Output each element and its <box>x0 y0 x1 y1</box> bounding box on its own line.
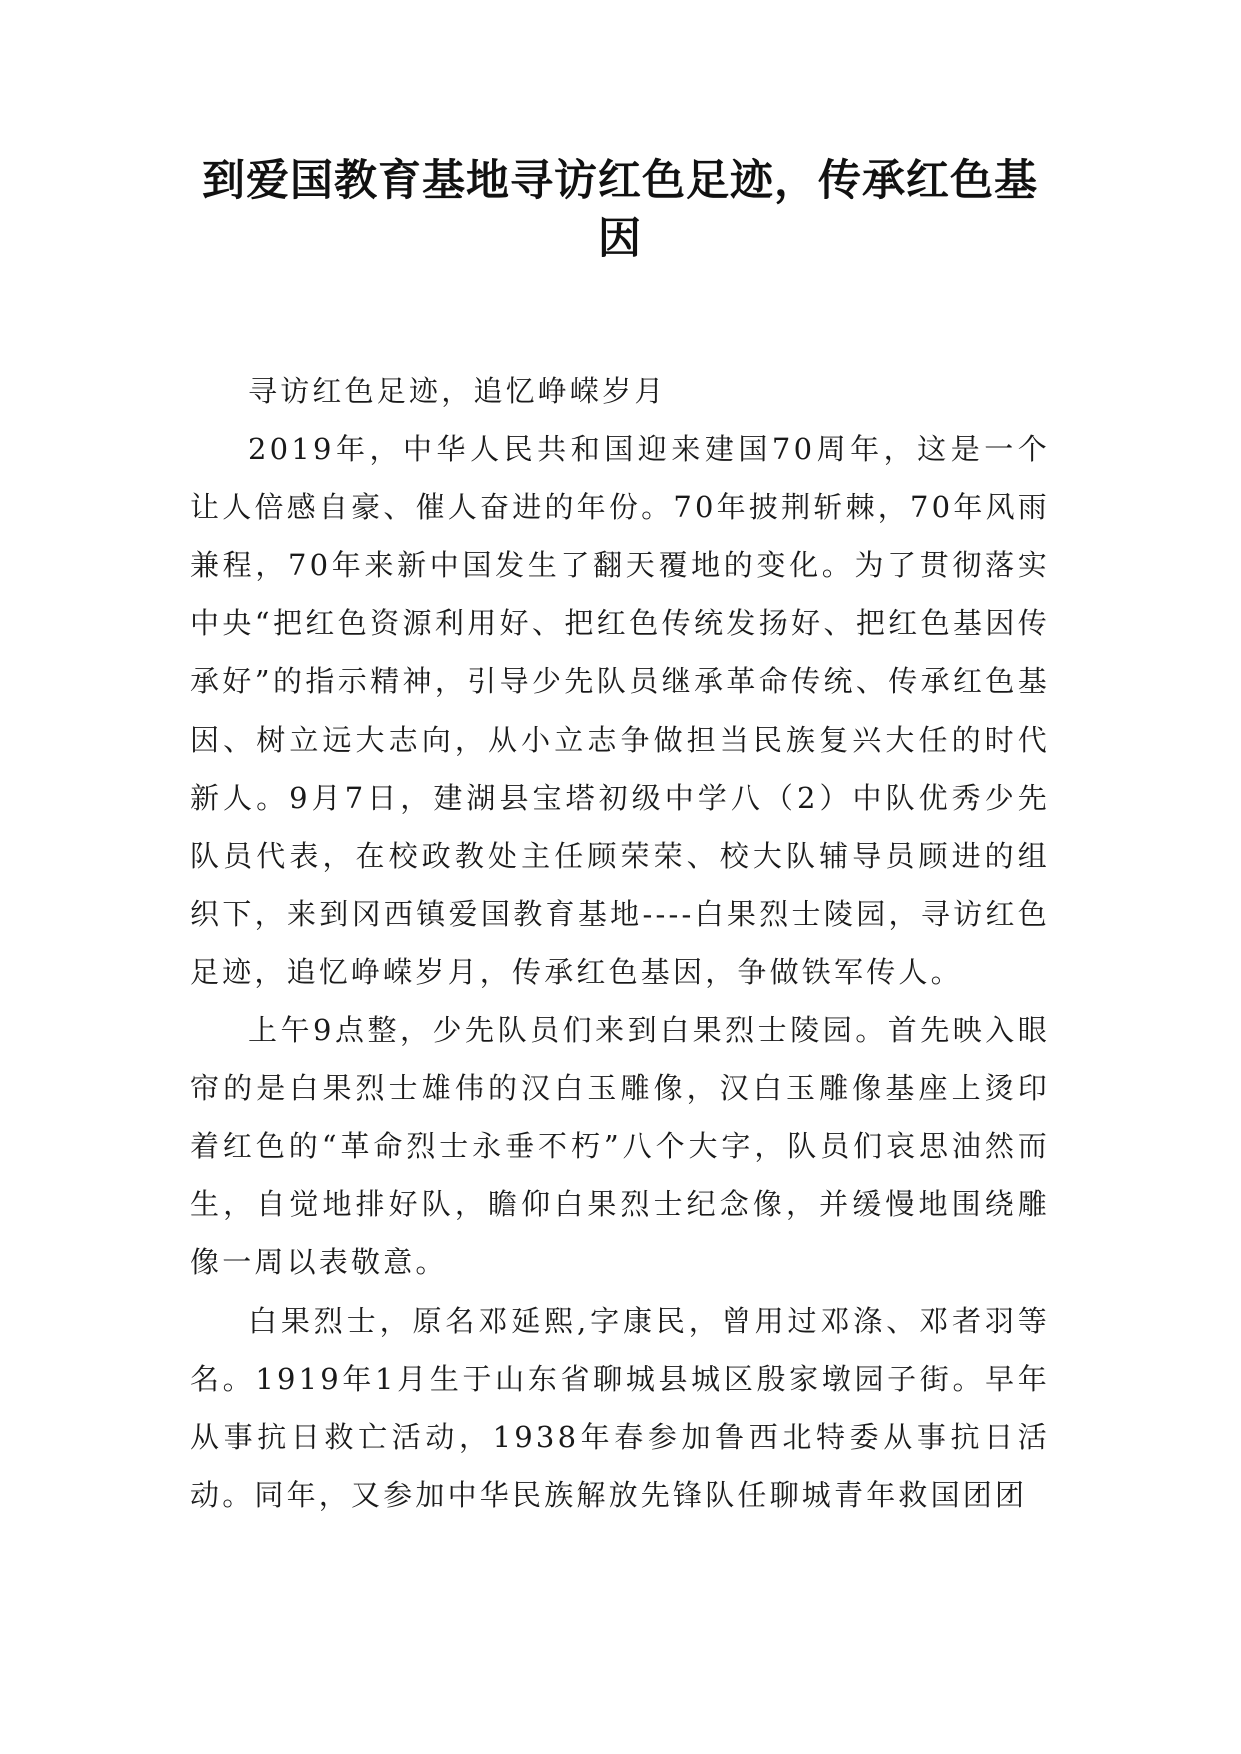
paragraph: 白果烈士，原名邓延熙,字康民，曾用过邓涤、邓者羽等名。1919年1月生于山东省聊城县城区殷家墩园子街。早年从事抗日救亡活动，1938年春参加鲁西北特委从事抗日活动。同年，又参加中华民族解放先锋队任聊城青年救国团团 <box>190 1303 1050 1512</box>
paragraph: 2019年，中华人民共和国迎来建国70周年，这是一个让人倍感自豪、催人奋进的年份。70年披荆斩棘，70年风雨兼程，70年来新中国发生了翻天覆地的变化。为了贯彻落实中央“把红色资源利用好、把红色传统发扬好、把红色基因传承好”的指示精神，引导少先队员继承革命传统、传承红色基因、树立远大志向，从小立志争做担当民族复兴大任的时代新人。9月7日，建湖县宝塔初级中学八（2）中队优秀少先队员代表，在校政教处主任顾荣荣、校大队辅导员顾进的组织下，来到冈西镇爱国教育基地----白果烈士陵园，寻访红色足迹，追忆峥嵘岁月，传承红色基因，争做铁军传人。 <box>190 432 1050 989</box>
document-title: 到爱国教育基地寻访红色足迹，传承红色基因 <box>202 156 1038 264</box>
paragraph: 上午9点整，少先队员们来到白果烈士陵园。首先映入眼帘的是白果烈士雄伟的汉白玉雕像，汉白玉雕像基座上烫印着红色的“革命烈士永垂不朽”八个大字，队员们哀思油然而生，自觉地排好队，瞻仰白果烈士纪念像，并缓慢地围绕雕像一周以表敬意。 <box>190 1013 1050 1280</box>
document-body <box>190 362 1050 1524</box>
paragraph-subheading: 寻访红色足迹，追忆峥嵘岁月 <box>248 374 667 408</box>
